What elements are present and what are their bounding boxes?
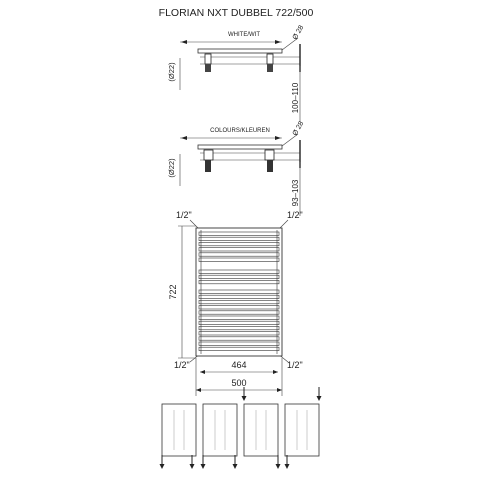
radiator-tube bbox=[199, 280, 279, 283]
flow-arrow-icon bbox=[276, 455, 281, 469]
thread-top-left: 1/2" bbox=[176, 210, 192, 220]
white-valve-diameter: Ø 28 bbox=[291, 24, 306, 41]
top-view-colours bbox=[167, 120, 305, 216]
radiator-tube bbox=[199, 270, 279, 273]
radiator-tube bbox=[199, 321, 279, 324]
connection-option-3 bbox=[242, 387, 281, 469]
radiator-tube bbox=[199, 337, 279, 340]
white-left-valve bbox=[205, 54, 211, 72]
radiator-tube bbox=[199, 253, 279, 256]
colours-pipe-diameter: (Ø22) bbox=[167, 158, 176, 178]
thread-bottom-right: 1/2" bbox=[287, 360, 303, 370]
radiator-tube bbox=[199, 275, 279, 278]
thread-bottom-left: 1/2" bbox=[174, 360, 190, 370]
flow-arrow-icon bbox=[242, 387, 247, 401]
white-view-label: WHITE/WIT bbox=[228, 32, 260, 38]
front-inner-width: 464 bbox=[231, 360, 247, 370]
colours-view-label: COLOURS/KLEUREN bbox=[210, 128, 270, 134]
radiator-tube bbox=[199, 295, 279, 298]
drawing-title: FLORIAN NXT DUBBEL 722/500 bbox=[158, 7, 314, 19]
radiator-tube bbox=[199, 290, 279, 293]
front-view bbox=[168, 210, 303, 396]
connection-option-4 bbox=[285, 387, 322, 469]
radiator-tube bbox=[199, 248, 279, 251]
radiator-tube bbox=[199, 347, 279, 350]
radiator-tube bbox=[199, 316, 279, 319]
radiator-tube bbox=[199, 237, 279, 240]
radiator-tube bbox=[199, 306, 279, 309]
flow-arrow-icon bbox=[201, 455, 206, 469]
radiator-tube bbox=[199, 242, 279, 245]
connection-options bbox=[160, 387, 322, 469]
white-right-valve bbox=[267, 54, 273, 72]
connection-option-2 bbox=[201, 404, 238, 469]
thread-top-right: 1/2" bbox=[287, 210, 303, 220]
radiator-tube bbox=[199, 326, 279, 329]
radiator-tube bbox=[199, 300, 279, 303]
colours-valve-diameter: Ø 28 bbox=[291, 120, 306, 137]
flow-arrow-icon bbox=[285, 455, 290, 469]
radiator-tube bbox=[199, 311, 279, 314]
white-pipe-diameter: (Ø22) bbox=[167, 62, 176, 82]
flow-arrow-icon bbox=[317, 387, 322, 401]
radiator-tube bbox=[199, 232, 279, 235]
white-wall-distance: 100–110 bbox=[291, 82, 300, 114]
flow-arrow-icon bbox=[190, 455, 195, 469]
front-outer-width: 500 bbox=[231, 378, 247, 388]
colours-wall-distance: 93–103 bbox=[291, 179, 300, 207]
top-view-white bbox=[167, 24, 305, 122]
flow-arrow-icon bbox=[233, 455, 238, 469]
colours-left-valve bbox=[204, 150, 213, 172]
radiator-tube bbox=[199, 342, 279, 345]
front-height-dimension: 722 bbox=[168, 284, 178, 300]
radiator-tube bbox=[199, 258, 279, 261]
radiator-tube bbox=[199, 332, 279, 335]
connection-option-1 bbox=[160, 404, 197, 469]
flow-arrow-icon bbox=[160, 455, 165, 469]
colours-right-valve bbox=[265, 150, 274, 172]
